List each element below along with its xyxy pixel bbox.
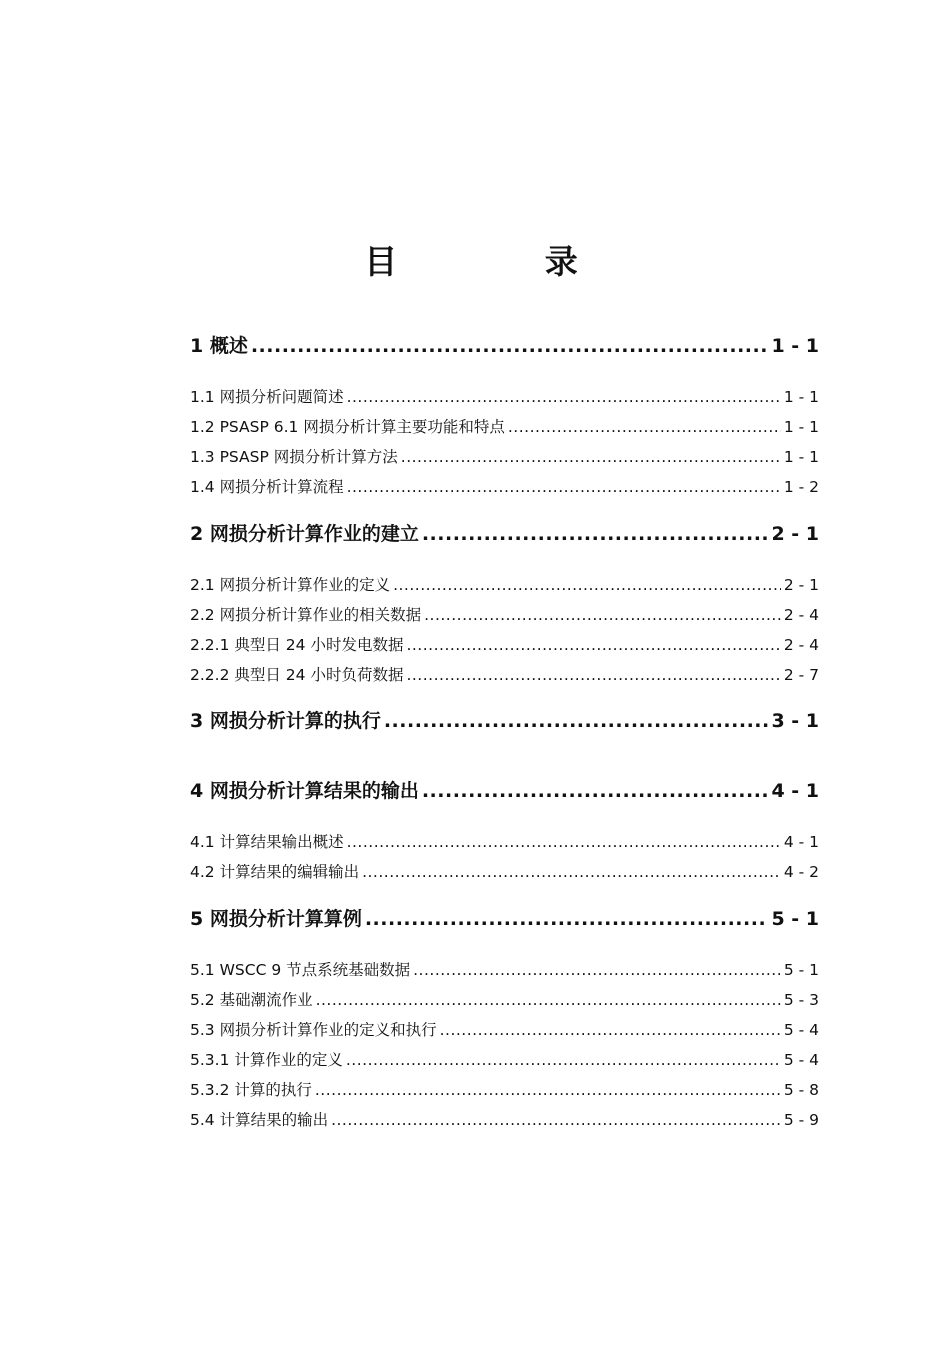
toc-entry-5-3[interactable] bbox=[190, 1019, 819, 1041]
toc-entry-label: 1.3 PSASP 网损分析计算方法 bbox=[190, 448, 398, 466]
toc-entry-page: 4 - 1 bbox=[771, 780, 819, 802]
toc-entry-label: 2 网损分析计算作业的建立 bbox=[190, 523, 419, 545]
toc-entry-4[interactable] bbox=[190, 778, 819, 804]
toc-leader-dots bbox=[424, 604, 781, 626]
toc-entry-1-3[interactable] bbox=[190, 446, 819, 468]
toc-entry-5[interactable] bbox=[190, 906, 819, 932]
toc-entry-2[interactable] bbox=[190, 521, 819, 547]
toc-leader-dots bbox=[316, 989, 781, 1011]
toc-entry-label: 5.3.1 计算作业的定义 bbox=[190, 1051, 343, 1069]
toc-entry-label: 4.2 计算结果的编辑输出 bbox=[190, 863, 360, 881]
toc-leader-dots bbox=[331, 1109, 781, 1131]
toc-leader-dots bbox=[422, 778, 769, 804]
toc-entry-page: 5 - 1 bbox=[783, 961, 819, 979]
toc-leader-dots bbox=[413, 959, 781, 981]
toc-entry-5-4[interactable] bbox=[190, 1109, 819, 1131]
toc-entry-page: 5 - 8 bbox=[783, 1081, 819, 1099]
toc-entry-page: 1 - 1 bbox=[783, 448, 819, 466]
toc-entry-label: 2.2 网损分析计算作业的相关数据 bbox=[190, 606, 422, 624]
toc-entry-page: 4 - 2 bbox=[783, 863, 819, 881]
toc-entry-page: 5 - 4 bbox=[783, 1051, 819, 1069]
toc-entry-1-2[interactable] bbox=[190, 416, 819, 438]
toc-entry-page: 2 - 4 bbox=[783, 606, 819, 624]
toc-leader-dots bbox=[440, 1019, 781, 1041]
toc-leader-dots bbox=[508, 416, 781, 438]
toc-entry-1-4[interactable] bbox=[190, 476, 819, 498]
toc-leader-dots bbox=[393, 574, 781, 596]
toc-entry-label: 5.1 WSCC 9 节点系统基础数据 bbox=[190, 961, 411, 979]
toc-entry-label: 1 概述 bbox=[190, 335, 248, 357]
toc-entry-1[interactable] bbox=[190, 333, 819, 359]
toc-entry-4-2[interactable] bbox=[190, 861, 819, 883]
toc-leader-dots bbox=[401, 446, 781, 468]
toc-entry-label: 4.1 计算结果输出概述 bbox=[190, 833, 344, 851]
toc-leader-dots bbox=[347, 386, 781, 408]
toc-entry-page: 1 - 1 bbox=[783, 388, 819, 406]
toc-entry-page: 2 - 1 bbox=[783, 576, 819, 594]
toc-leader-dots bbox=[384, 708, 769, 734]
toc-leader-dots bbox=[347, 831, 781, 853]
toc-entry-1-1[interactable] bbox=[190, 386, 819, 408]
toc-leader-dots bbox=[406, 664, 780, 686]
toc-leader-dots bbox=[251, 333, 769, 359]
toc-leader-dots bbox=[422, 521, 769, 547]
toc-entry-label: 2.2.2 典型日 24 小时负荷数据 bbox=[190, 666, 404, 684]
toc-entry-5-3-1[interactable] bbox=[190, 1049, 819, 1071]
toc-entry-label: 1.4 网损分析计算流程 bbox=[190, 478, 344, 496]
toc-entry-label: 2.1 网损分析计算作业的定义 bbox=[190, 576, 391, 594]
toc-entry-2-2[interactable] bbox=[190, 604, 819, 626]
toc-entry-page: 4 - 1 bbox=[783, 833, 819, 851]
toc-entry-label: 4 网损分析计算结果的输出 bbox=[190, 780, 419, 802]
page-title: 目 录 bbox=[364, 242, 646, 281]
toc-entry-2-1[interactable] bbox=[190, 574, 819, 596]
toc-leader-dots bbox=[365, 906, 769, 932]
toc-leader-dots bbox=[362, 861, 781, 883]
toc-leader-dots bbox=[346, 1049, 781, 1071]
toc-entry-label: 1.2 PSASP 6.1 网损分析计算主要功能和特点 bbox=[190, 418, 505, 436]
toc-entry-page: 5 - 3 bbox=[783, 991, 819, 1009]
toc-entry-page: 1 - 2 bbox=[783, 478, 819, 496]
toc-entry-page: 5 - 9 bbox=[783, 1111, 819, 1129]
toc-entry-label: 5.3 网损分析计算作业的定义和执行 bbox=[190, 1021, 437, 1039]
toc-entry-2-2-2[interactable] bbox=[190, 664, 819, 686]
toc-entry-label: 1.1 网损分析问题简述 bbox=[190, 388, 344, 406]
toc-leader-dots bbox=[406, 634, 780, 656]
toc-entry-label: 5.2 基础潮流作业 bbox=[190, 991, 313, 1009]
toc-entry-3[interactable] bbox=[190, 708, 819, 734]
toc-entry-label: 5 网损分析计算算例 bbox=[190, 908, 362, 930]
toc-entry-5-3-2[interactable] bbox=[190, 1079, 819, 1101]
toc-entry-label: 5.3.2 计算的执行 bbox=[190, 1081, 312, 1099]
toc-entry-label: 5.4 计算结果的输出 bbox=[190, 1111, 329, 1129]
toc-entry-5-2[interactable] bbox=[190, 989, 819, 1011]
toc-entry-4-1[interactable] bbox=[190, 831, 819, 853]
toc-entry-label: 2.2.1 典型日 24 小时发电数据 bbox=[190, 636, 404, 654]
toc-leader-dots bbox=[347, 476, 781, 498]
toc-entry-page: 2 - 7 bbox=[783, 666, 819, 684]
toc-entry-page: 2 - 1 bbox=[771, 523, 819, 545]
toc-entry-page: 2 - 4 bbox=[783, 636, 819, 654]
toc-leader-dots bbox=[315, 1079, 781, 1101]
toc-entry-page: 1 - 1 bbox=[771, 335, 819, 357]
toc-entry-label: 3 网损分析计算的执行 bbox=[190, 710, 381, 732]
toc-entry-page: 5 - 4 bbox=[783, 1021, 819, 1039]
toc-entry-page: 1 - 1 bbox=[783, 418, 819, 436]
toc-entry-2-2-1[interactable] bbox=[190, 634, 819, 656]
toc-entry-page: 5 - 1 bbox=[771, 908, 819, 930]
toc-entry-page: 3 - 1 bbox=[771, 710, 819, 732]
toc-entry-5-1[interactable] bbox=[190, 959, 819, 981]
